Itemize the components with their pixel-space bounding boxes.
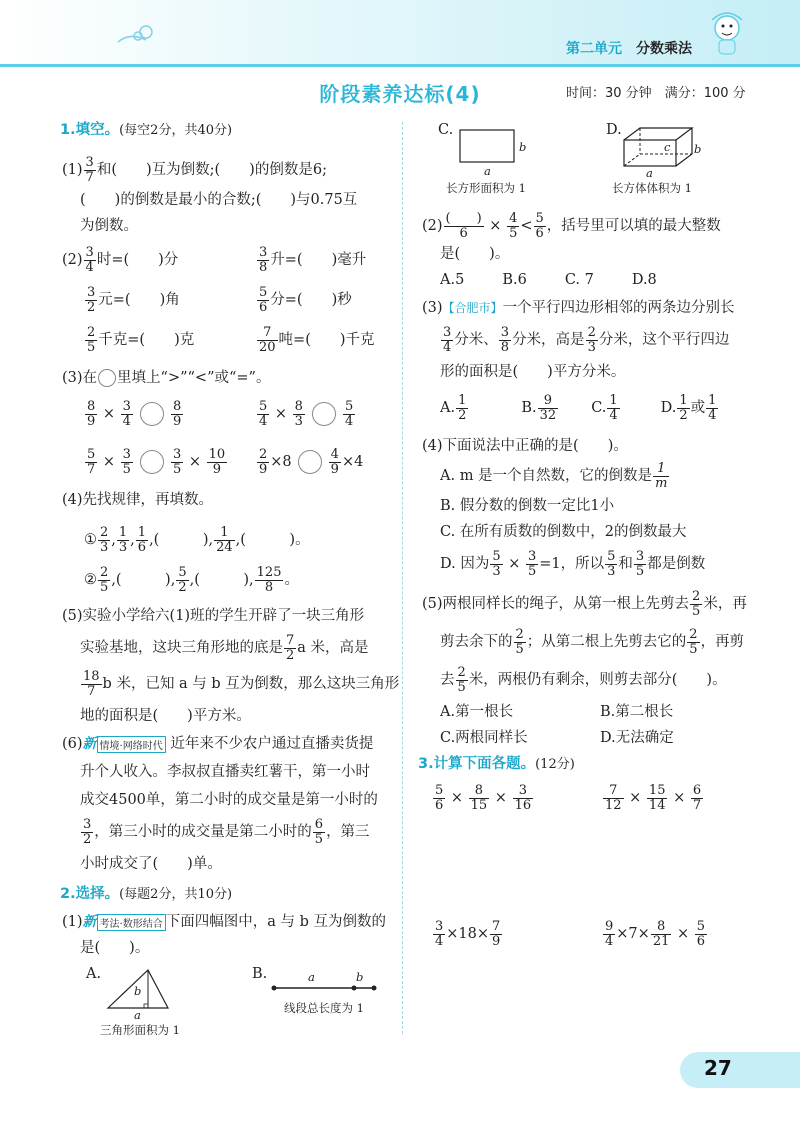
option-a[interactable]: A.第一根长 [440,704,514,720]
section1-heading: 1.填空。(每空2分，共40分) [60,122,233,138]
figure-c-label: C. [438,122,454,138]
figure-c-rectangle [458,128,518,168]
q1-1-line3: 为倒数。 [80,218,138,234]
q1-2-g: $\frac{7}{20}$ 吨=( )千克 [259,324,375,355]
q2-4-prompt: (4)下面说法中正确的是( )。 [422,438,628,454]
flower-decoration-icon [116,22,162,46]
q1-2-e: $\frac{2}{5}$ 千克=( )克 [87,324,195,355]
q2-4-option-a[interactable]: A. m 是一个自然数，它的倒数是 $\frac{1}{m}$ [440,460,668,491]
option-b[interactable]: B.6 [502,272,527,288]
q1-5-l4: 地的面积是( )平方米。 [80,708,251,724]
figure-b-caption: 线段总长度为 1 [284,1001,364,1015]
q1-3-e4: $\frac{2}{9}$ ×8 $\frac{4}{9}$ ×4 [259,446,364,477]
q1-3-e1: $\frac{8}{9}$ × $\frac{3}{4}$ $\frac{8}{9}$ [87,398,182,429]
calc-1: $\frac{5}{6}$ × $\frac{8}{15}$ × $\frac{3}{16}$ [435,782,532,813]
figure-d-caption: 长方体体积为 1 [612,181,692,195]
page-title: 阶段素养达标(4) [319,82,481,106]
figure-d-cuboid [622,126,702,170]
q2-2-options [440,272,657,288]
q1-5-l3: $\frac{18}{7}$ b 米，已知 a 与 b 互为倒数，那么这块三角形 [83,668,400,699]
figure-b-b: b [356,970,364,984]
section3-heading: 3.计算下面各题。(12分) [418,756,575,772]
column-divider [402,122,403,1034]
option-d[interactable]: D.无法确定 [600,730,674,746]
header-line [0,64,800,67]
time-score: 时间：30 分钟 满分：100 分 [566,86,746,101]
q1-3-e3: $\frac{5}{7}$ × $\frac{3}{5}$ $\frac{3}{5}$ × $\frac{10}{9}$ [87,446,226,477]
compare-circle[interactable] [140,450,164,474]
q1-4-prompt: (4)先找规律，再填数。 [62,492,214,508]
q2-4-option-d[interactable]: D. 因为 $\frac{5}{3}$ × $\frac{3}{5}$ =1，所以 $\frac{5}{3}$ 和 $\frac{3}{5}$ 都是倒数 [440,548,706,579]
option-a[interactable]: A.5 [440,272,465,288]
q2-3-options [440,386,719,430]
q2-1-l1: (1)新 考法·数形结合 下面四幅图中，a 与 b 互为倒数的 [62,914,386,930]
option-d[interactable]: D. $\frac{1}{2}$ 或 $\frac{1}{4}$ [660,392,717,423]
q2-5-l2: 剪去余下的 $\frac{2}{5}$ ；从第二根上先剪去它的 $\frac{2}{5}$ ，再剪 [440,626,745,657]
q2-3-l1: (3)【合肥市】一个平行四边形相邻的两条边分别长 [422,300,735,316]
q1-6-l1: (6)新 情境·网络时代 近年来不少农户通过直播卖货提 [62,736,374,752]
q1-2-a: (2) $\frac{3}{4}$ 时=( )分 [62,244,179,275]
figure-c-caption: 长方形面积为 1 [446,181,526,195]
figure-a-label: A. [86,966,102,982]
q1-4-r2: ② $\frac{2}{5}$ ,( ), $\frac{5}{2}$ ,( ), $\frac{125}{8}$ 。 [84,564,299,595]
option-b[interactable]: B.第二根长 [600,704,674,720]
q1-1-line1: (1) $\frac{3}{7}$ 和( )互为倒数;( )的倒数是6; [62,154,327,185]
unit-label: 第二单元 分数乘法 [566,41,692,57]
q2-2-l2: 是( )。 [440,246,510,262]
figure-d-b: b [694,142,702,156]
q1-2-b: $\frac{3}{8}$ 升=( )毫升 [259,244,367,275]
figure-a-caption: 三角形面积为 1 [100,1023,180,1037]
option-c[interactable]: C.两根同样长 [440,730,528,746]
q2-5-l3: 去 $\frac{2}{5}$ 米，两根仍有剩余，则剪去部分( )。 [440,664,727,695]
q1-2-c: $\frac{3}{2}$ 元=( )角 [87,284,180,315]
q2-1-l2: 是( )。 [80,940,150,956]
figure-b-a: a [308,970,315,984]
q2-4-option-c[interactable]: C. 在所有质数的倒数中，2的倒数最大 [440,524,687,540]
option-d[interactable]: D.8 [631,272,657,288]
mascot-icon [702,6,752,60]
q1-3-prompt: (3)在 里填上“>”“<”或“=”。 [62,370,271,386]
section2-heading: 2.选择。(每题2分，共10分) [60,886,233,902]
option-c[interactable]: C. $\frac{1}{4}$ [591,392,618,423]
q1-3-e2: $\frac{5}{4}$ × $\frac{8}{3}$ $\frac{5}{4}$ [259,398,354,429]
q1-5-l2: 实验基地，这块三角形地的底是 $\frac{7}{2}$ a 米，高是 [80,632,369,663]
q1-4-r1: ① $\frac{2}{3}$ , $\frac{1}{3}$ , $\frac{1}{6}$ ,( ), $\frac{1}{24}$ ,( )。 [84,524,310,555]
calc-4: $\frac{9}{4}$ ×7× $\frac{8}{21}$ × $\frac{5}{6}$ [605,918,706,949]
q1-1-line2: ( )的倒数是最小的合数;( )与0.75互 [80,192,358,208]
figure-b-label: B. [252,966,268,982]
q1-5-l1: (5)实验小学给六(1)班的学生开辟了一块三角形 [62,608,365,624]
figure-d-c: c [664,140,671,154]
q1-6-l3: 成交4500单，第二小时的成交量是第一小时的 [80,792,378,808]
option-a[interactable]: A. $\frac{1}{2}$ [440,392,467,423]
compare-circle[interactable] [312,402,336,426]
option-b[interactable]: B. $\frac{9}{32}$ [521,392,557,423]
figure-d-label: D. [606,122,622,138]
q1-6-l5: 小时成交了( )单。 [80,856,222,872]
compare-circle[interactable] [298,450,322,474]
calc-2: $\frac{7}{12}$ × $\frac{15}{14}$ × $\frac{6}{7}$ [605,782,702,813]
q2-5-l1: (5)两根同样长的绳子，从第一根上先剪去 $\frac{2}{5}$ 米，再 [422,588,747,619]
figure-b-segment [270,978,380,998]
q2-2-l1: (2) ( ) 6 × $\frac{4}{5}$ < $\frac{5}{6}$ ，括号里可以填的最大整数 [422,210,721,241]
calc-3: $\frac{3}{4}$ ×18× $\frac{7}{9}$ [435,918,501,949]
q2-3-l3: 形的面积是( )平方分米。 [440,364,626,380]
figure-c-b: b [519,140,527,154]
q1-2-d: $\frac{5}{6}$ 分=( )秒 [259,284,352,315]
figure-a-a: a [134,1008,141,1022]
q1-6-l4: $\frac{3}{2}$ ，第三小时的成交量是第二小时的 $\frac{6}{5}$ ，第三 [83,816,370,847]
q2-3-l2: $\frac{3}{4}$ 分米、 $\frac{3}{8}$ 分米，高是 $\frac{2}{3}$ 分米，这个平行四边 [443,324,730,355]
q1-6-l2: 升个人收入。李叔叔直播卖红薯干，第一小时 [80,764,370,780]
page-number: 27 [680,1052,800,1088]
figure-d-a: a [646,166,653,180]
figure-a-b: b [134,984,142,998]
option-c[interactable]: C. 7 [564,272,594,288]
compare-circle[interactable] [140,402,164,426]
q2-4-option-b[interactable]: B. 假分数的倒数一定比1小 [440,498,615,514]
figure-c-a: a [484,164,491,178]
